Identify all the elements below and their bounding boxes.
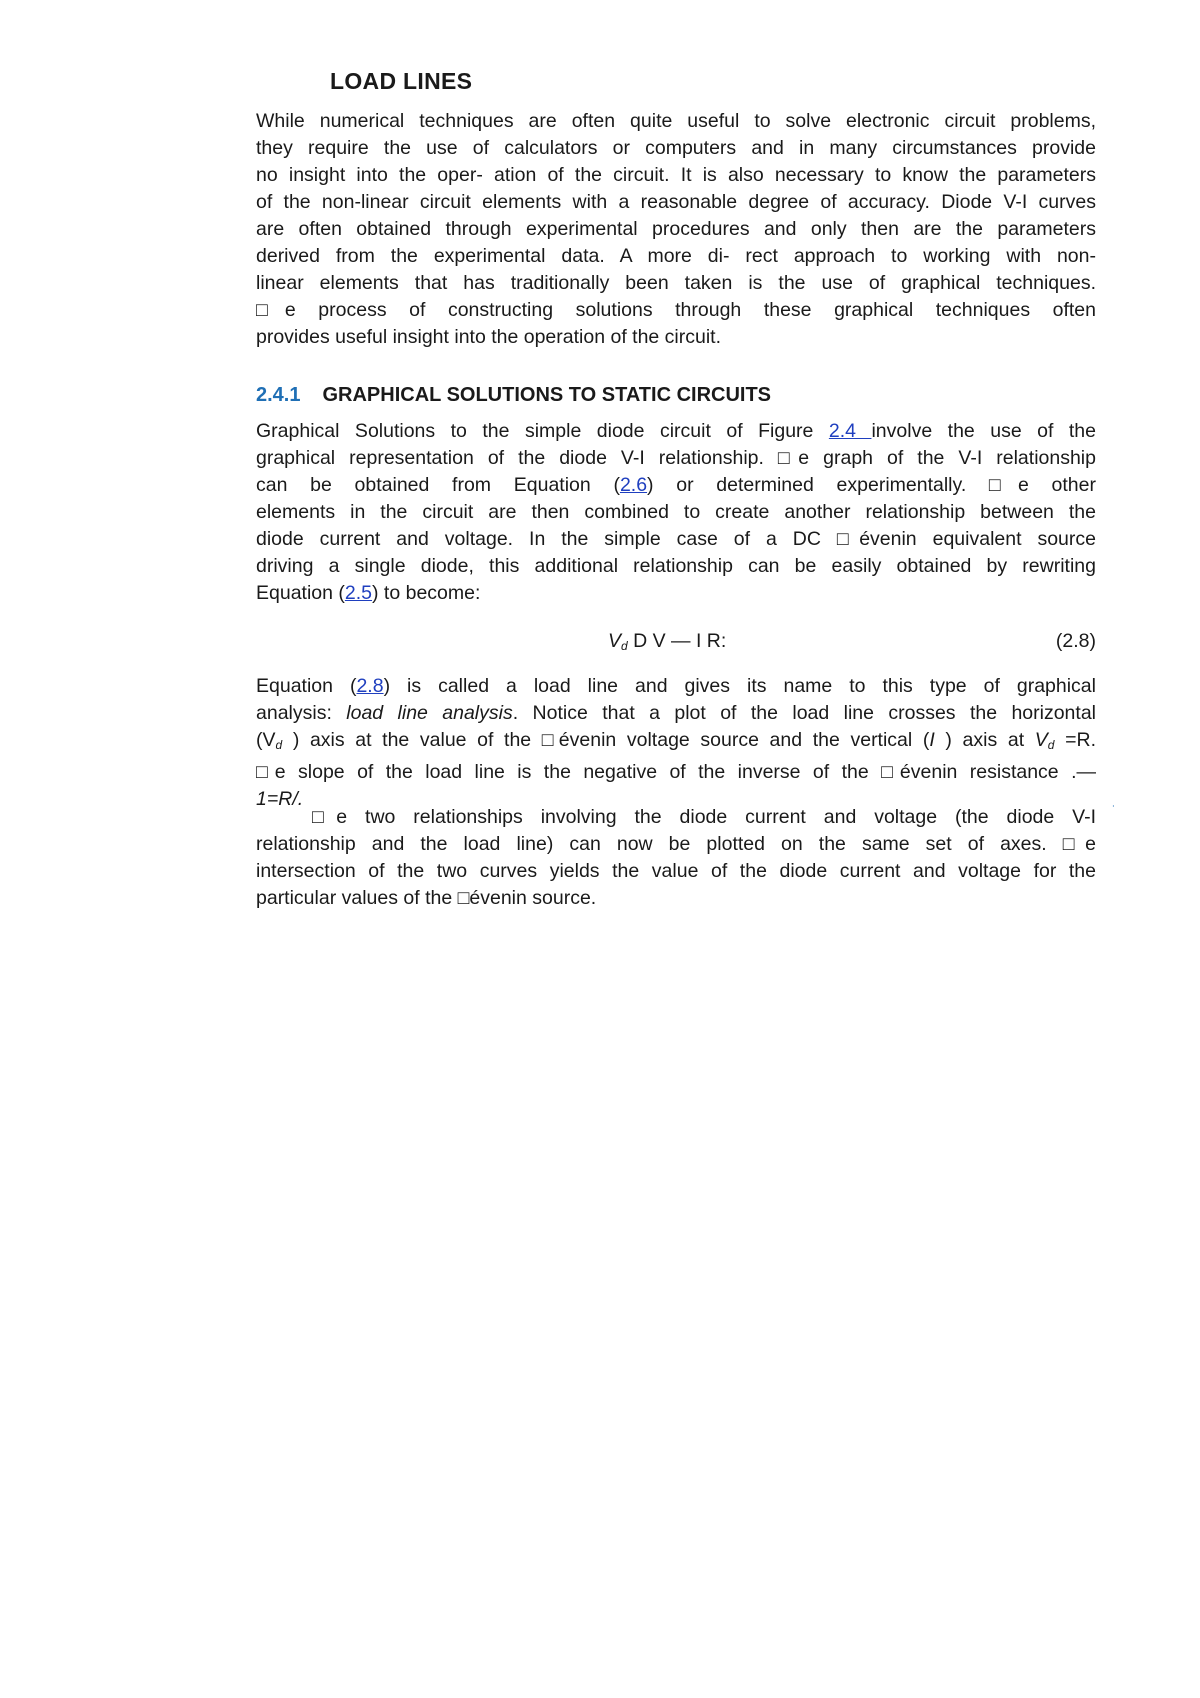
text-run: Equation ( — [256, 582, 345, 604]
figure-2-4-link[interactable]: 2.4 — [828, 420, 872, 442]
text-run: . Notice that a plot of the load line crosses the horizontal — [512, 702, 1096, 724]
page-title: LOAD LINES — [330, 68, 473, 94]
subscript: d — [275, 738, 283, 752]
margin-mark: ˙ — [1112, 803, 1116, 817]
equation-2-6-link[interactable]: 2.6 — [619, 474, 648, 496]
text-line: linear elements that has traditionally been taken is the use of graphical techniques. — [256, 272, 1096, 294]
text-run: ) to become: — [372, 582, 481, 604]
text-line: relationship and the load line) can now be plotted on the same set of axes. □e — [256, 833, 1096, 855]
text-run: ) axis at the value of the □évenin voltage source and the vertical ( — [282, 729, 930, 751]
text-line: While numerical techniques are often quite useful to solve electronic circuit problems, — [256, 110, 1096, 132]
text-line: particular values of the □évenin source. — [256, 887, 597, 909]
text-run: Graphical Solutions to the simple diode circuit of Figure — [256, 420, 829, 442]
subscript: d — [1047, 738, 1055, 752]
eq-rest: D V — I R: — [627, 630, 727, 652]
text-run: analysis: — [256, 702, 347, 724]
intro-paragraph — [256, 108, 1096, 351]
text-line: driving a single diode, this additional relationship can be easily obtained by rewriting — [256, 555, 1096, 577]
load-line-paragraph — [256, 673, 1096, 813]
text-line: intersection of the two curves yields the value of the diode current and voltage for the — [256, 860, 1096, 882]
text-line: derived from the experimental data. A more di- rect approach to working with non- — [256, 245, 1096, 267]
graphical-solutions-paragraph — [256, 418, 1096, 607]
text-run: ) or determined experimentally. □e other — [647, 474, 1096, 496]
eq-subscript: d — [621, 639, 628, 653]
equation-number: (2.8) — [1055, 630, 1096, 652]
text-line: of the non-linear circuit elements with a reasonable degree of accuracy. Diode V-I curves — [256, 191, 1096, 213]
text-line — [256, 418, 1096, 445]
emphasis-text: I — [929, 729, 935, 751]
section-heading — [256, 384, 771, 407]
text-line — [256, 472, 1096, 499]
text-line — [256, 700, 1096, 727]
text-line: graphical representation of the diode V-I relationship. □e graph of the V-I relationship — [256, 447, 1096, 469]
section-title: GRAPHICAL SOLUTIONS TO STATIC CIRCUITS — [322, 384, 772, 406]
emphasis-text: load line analysis — [346, 702, 513, 724]
text-line — [256, 673, 1096, 700]
text-line: □e process of constructing solutions through these graphical techniques often — [256, 299, 1096, 321]
text-line: □e slope of the load line is the negative of the inverse of the □évenin resistance .— — [256, 761, 1096, 783]
text-run: ) axis at — [934, 729, 1035, 751]
text-line — [256, 580, 1096, 607]
text-line — [256, 727, 1096, 759]
text-run: can be obtained from Equation ( — [256, 474, 620, 496]
text-line: provides useful insight into the operation of the circuit. — [256, 326, 722, 348]
text-line: are often obtained through experimental procedures and only then are the parameters — [256, 218, 1096, 240]
text-run: Equation ( — [256, 675, 357, 697]
text-line: diode current and voltage. In the simple case of a DC □évenin equivalent source — [256, 528, 1096, 550]
text-run: (V — [256, 729, 276, 751]
equation-2-8-link[interactable]: 2.8 — [356, 675, 384, 697]
text-line: elements in the circuit are then combined to create another relationship between the — [256, 501, 1096, 523]
equation-2-8 — [256, 630, 1096, 658]
text-line: they require the use of calculators or computers and in many circumstances provide — [256, 137, 1096, 159]
text-line: □e two relationships involving the diode current and voltage (the diode V-I — [312, 806, 1096, 828]
equation-body — [608, 630, 726, 653]
text-run: =R. — [1054, 729, 1097, 751]
text-line: no insight into the oper- ation of the circuit. It is also necessary to know the parameters — [256, 164, 1096, 186]
equation-2-5-link[interactable]: 2.5 — [344, 582, 373, 604]
emphasis-text: V — [1034, 729, 1048, 751]
text-run: involve the use of the — [871, 420, 1096, 442]
text-run: ) is called a load line and gives its name to this type of graphical — [383, 675, 1096, 697]
intersection-paragraph — [256, 804, 1096, 912]
emphasis-text: 1=R/. — [256, 788, 304, 810]
section-number: 2.4.1 — [256, 384, 301, 406]
eq-var: V — [608, 630, 622, 652]
